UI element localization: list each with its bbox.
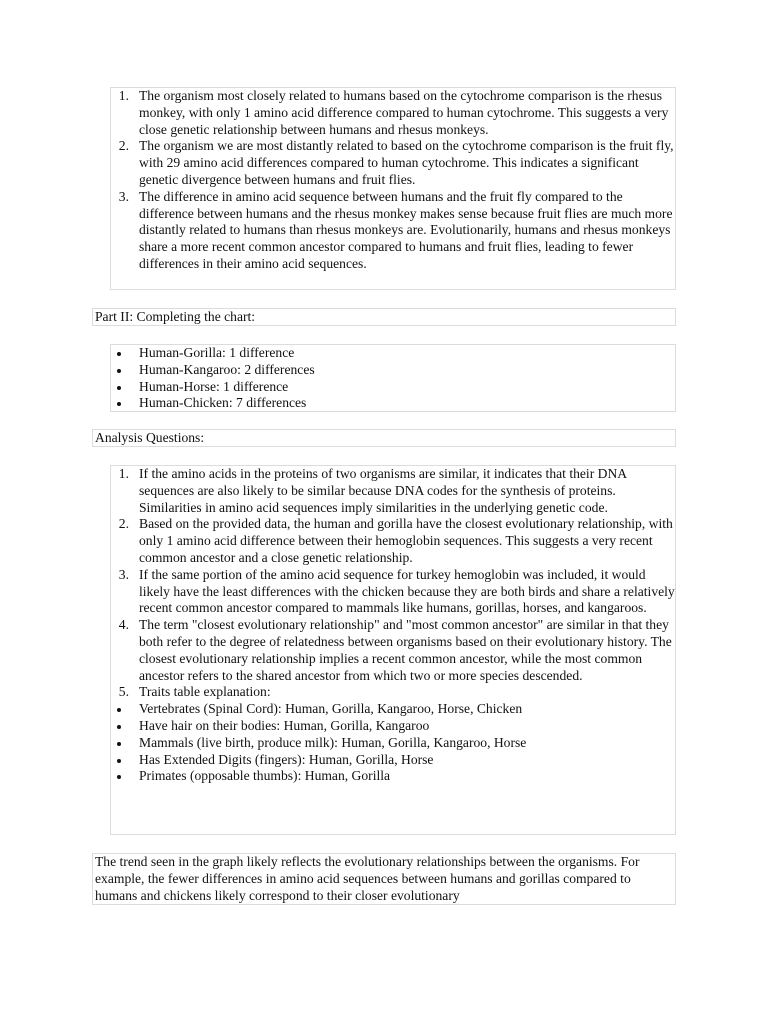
list-item-text: If the amino acids in the proteins of two organisms are similar, it indicates that their DNA sequences are also likely to be similar because DNA codes for the synthesis of proteins. Similarities in amino acid sequences imply similarities in the underlying genetic code. (139, 466, 627, 515)
cytochrome-answers-box (110, 87, 676, 290)
list-item (111, 768, 675, 785)
list-item (111, 362, 675, 379)
list-item-text: Traits table explanation: (139, 684, 271, 700)
list-item (111, 718, 675, 735)
part2-heading-text: Part II: Completing the chart: (95, 309, 256, 324)
list-item-text: Has Extended Digits (fingers): Human, Gorilla, Horse (139, 751, 434, 767)
list-item-text: The organism we are most distantly related to based on the cytochrome comparison is the fruit fly, with 29 amino acid differences compared to human cytochrome. This indicates a significant genetic divergence between humans and fruit flies. (139, 138, 674, 187)
list-item-text: The term "closest evolutionary relationship" and "most common ancestor" are similar in that they both refer to the degree of relatedness between organisms based on their evolutionary history. The closest evolutionary relationship implies a recent common ancestor, while the most common ancestor refers to the shared ancestor from which two or more species descended. (139, 617, 672, 683)
analysis-answers-box (110, 465, 676, 835)
list-item-text: If the same portion of the amino acid sequence for turkey hemoglobin was included, it would likely have the least differences with the chicken because they are both birds and share a relatively recent common ancestor compared to mammals like humans, gorillas, horses, and kangaroos. (139, 566, 675, 616)
closing-paragraph (92, 853, 676, 905)
list-item-text: The difference in amino acid sequence between humans and the fruit fly compared to the difference between humans and the rhesus monkey makes sense because fruit flies are much more distantly related to humans than rhesus monkeys are. Evolutionarily, humans and rhesus monkeys share a more recent common ancestor compared to humans and fruit flies, leading to fewer differences in their amino acid sequences. (139, 188, 673, 271)
list-item (111, 617, 675, 684)
list-item (111, 379, 675, 396)
bullet-icon (117, 742, 121, 746)
bullet-icon (117, 369, 121, 373)
chart-differences-list (111, 345, 675, 412)
list-number: 1. (118, 88, 129, 103)
list-number: 2. (118, 138, 129, 154)
list-item (111, 752, 675, 769)
cytochrome-answers-list (111, 88, 675, 273)
list-item (111, 189, 675, 273)
list-item-text: Human-Gorilla: 1 difference (139, 345, 295, 360)
analysis-heading-text: Analysis Questions: (95, 430, 205, 445)
list-item-text: Primates (opposable thumbs): Human, Gorilla (139, 768, 391, 784)
list-item (111, 701, 675, 718)
bullet-icon (117, 725, 121, 729)
list-item-text: Mammals (live birth, produce milk): Human, Gorilla, Kangaroo, Horse (139, 734, 527, 750)
list-item-text: Human-Kangaroo: 2 differences (139, 361, 315, 377)
list-item (111, 567, 675, 617)
list-item (111, 466, 675, 516)
list-item-text: Have hair on their bodies: Human, Gorilla, Kangaroo (139, 717, 430, 733)
list-item (111, 684, 675, 701)
list-item (111, 735, 675, 752)
list-number: 2. (118, 516, 129, 532)
list-number: 3. (118, 188, 129, 204)
closing-paragraph-text: The trend seen in the graph likely reflects the evolutionary relationships between the organisms. For example, the fewer differences in amino acid sequences between humans and gorillas compared to humans and chickens likely correspond to their closer evolutionary (95, 854, 640, 903)
bullet-icon (117, 775, 121, 779)
traits-list (111, 701, 675, 785)
list-item-text: Human-Horse: 1 difference (139, 378, 289, 394)
list-number: 4. (118, 617, 129, 633)
chart-differences-box (110, 344, 676, 412)
list-number: 1. (118, 466, 129, 481)
bullet-icon (117, 352, 121, 356)
bullet-icon (117, 759, 121, 763)
bullet-icon (117, 402, 121, 406)
list-item (111, 395, 675, 412)
list-item-text: The organism most closely related to humans based on the cytochrome comparison is the rhesus monkey, with only 1 amino acid difference compared to human cytochrome. This suggests a very close genetic relationship between humans and rhesus monkeys. (139, 88, 669, 137)
list-item (111, 88, 675, 138)
list-item (111, 516, 675, 566)
bullet-icon (117, 386, 121, 390)
list-item (111, 138, 675, 188)
bullet-icon (117, 708, 121, 712)
list-item-text: Vertebrates (Spinal Cord): Human, Gorilla, Kangaroo, Horse, Chicken (139, 701, 523, 717)
list-item-text: Based on the provided data, the human and gorilla have the closest evolutionary relationship, with only 1 amino acid difference between their hemoglobin sequences. This suggests a very recent common ancestor and a close genetic relationship. (139, 516, 673, 565)
part2-heading (92, 308, 676, 326)
analysis-answers-list (111, 466, 675, 701)
list-number: 5. (118, 684, 129, 700)
list-item-text: Human-Chicken: 7 differences (139, 395, 307, 411)
list-item (111, 345, 675, 362)
list-number: 3. (118, 566, 129, 582)
analysis-heading (92, 429, 676, 447)
